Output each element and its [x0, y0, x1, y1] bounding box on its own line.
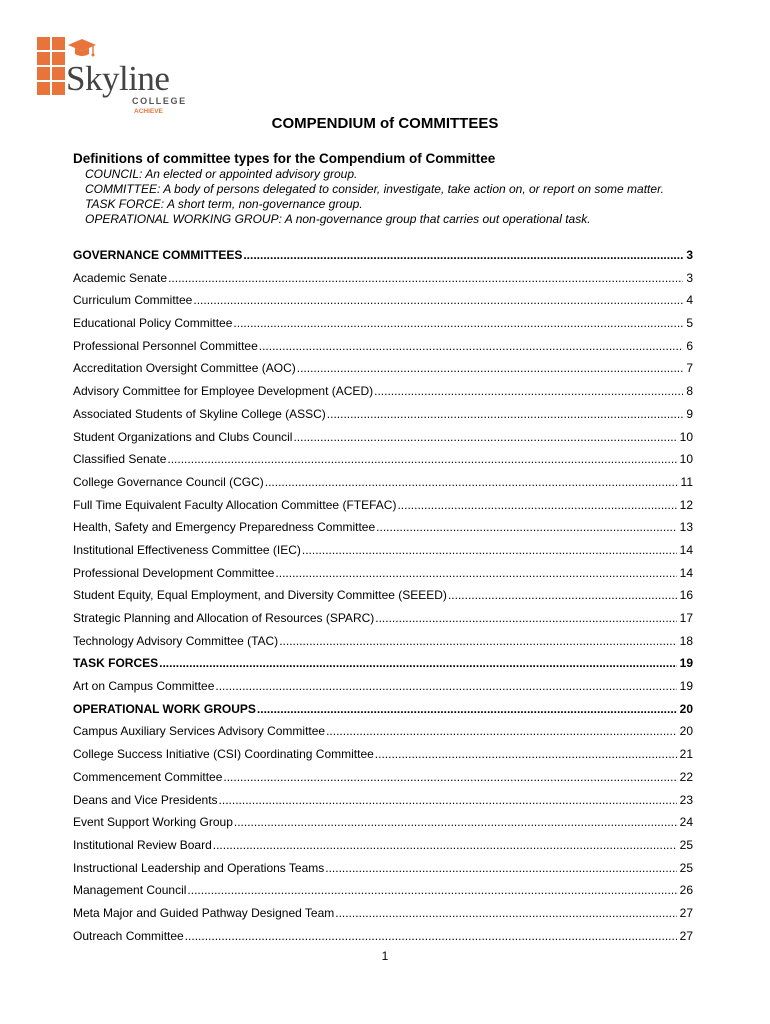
toc-entry[interactable]: [73, 289, 693, 312]
logo-square: [52, 52, 65, 65]
toc-entry[interactable]: [73, 584, 693, 607]
toc-entry-page: 26: [679, 883, 693, 898]
toc-entry[interactable]: [73, 562, 693, 585]
toc-entry[interactable]: [73, 267, 693, 290]
toc-dot-leader: [297, 357, 684, 380]
toc-entry-label: Educational Policy Committee: [73, 316, 233, 331]
toc-entry[interactable]: [73, 426, 693, 449]
toc-entry-page: 25: [679, 837, 693, 852]
toc-dot-leader: [215, 675, 676, 698]
toc-entry-label: Student Equity, Equal Employment, and Diversity Committee (SEEED): [73, 588, 447, 603]
toc-entry-label: Academic Senate: [73, 270, 168, 285]
toc-dot-leader: [168, 267, 683, 290]
toc-entry-page: 14: [679, 542, 693, 557]
toc-entry-page: 25: [679, 860, 693, 875]
toc-entry-label: Professional Personnel Committee: [73, 338, 258, 353]
toc-dot-leader: [293, 426, 676, 449]
definition-task-force: TASK FORCE: A short term, non-governance group.: [85, 197, 363, 211]
toc-dot-leader: [213, 834, 677, 857]
toc-entry[interactable]: [73, 902, 693, 925]
toc-entry-page: 8: [686, 384, 693, 399]
toc-entry-label: Associated Students of Skyline College (ASSC): [73, 406, 326, 421]
toc-entry-page: 14: [679, 565, 693, 580]
toc-entry-label: Full Time Equivalent Faculty Allocation Committee (FTEFAC): [73, 497, 397, 512]
toc-entry-page: 20: [679, 724, 693, 739]
toc-entry-label: Advisory Committee for Employee Development (ACED): [73, 384, 374, 399]
toc-entry[interactable]: [73, 675, 693, 698]
logo-name: Skyline: [66, 59, 170, 98]
toc-entry-label: Meta Major and Guided Pathway Designed Team: [73, 905, 335, 920]
toc-entry-label: OPERATIONAL WORK GROUPS: [73, 701, 256, 716]
toc-dot-leader: [233, 312, 683, 335]
toc-dot-leader: [185, 925, 677, 948]
toc-entry-page: 3: [686, 270, 693, 285]
definitions-list: [85, 167, 664, 227]
toc-entry-label: Accreditation Oversight Committee (AOC): [73, 361, 296, 376]
definition-committee: COMMITTEE: A body of persons delegated to consider, investigate, take action on, or report on some matter.: [85, 182, 664, 196]
toc-dot-leader: [167, 448, 676, 471]
toc-entry[interactable]: [73, 539, 693, 562]
toc-entry-page: 24: [679, 815, 693, 830]
toc-entry[interactable]: [73, 879, 693, 902]
toc-dot-leader: [302, 539, 677, 562]
logo-square: [52, 67, 65, 80]
toc-entry[interactable]: [73, 925, 693, 948]
toc-entry[interactable]: [73, 766, 693, 789]
toc-entry-label: Student Organizations and Clubs Council: [73, 429, 293, 444]
table-of-contents: [73, 244, 693, 947]
toc-entry-label: Event Support Working Group: [73, 815, 233, 830]
toc-dot-leader: [257, 698, 677, 721]
graduation-cap-icon: [67, 37, 97, 59]
toc-entry-page: 22: [679, 769, 693, 784]
logo-square: [37, 82, 50, 95]
toc-entry[interactable]: [73, 834, 693, 857]
toc-entry[interactable]: [73, 403, 693, 426]
page-number: 1: [381, 949, 389, 963]
toc-entry-page: 6: [686, 338, 693, 353]
toc-entry-label: Technology Advisory Committee (TAC): [73, 633, 279, 648]
toc-entry-label: Management Council: [73, 883, 187, 898]
toc-dot-leader: [327, 403, 684, 426]
toc-dot-leader: [265, 471, 678, 494]
toc-entry-page: 12: [679, 497, 693, 512]
toc-dot-leader: [275, 562, 676, 585]
toc-entry-label: Outreach Committee: [73, 928, 184, 943]
toc-entry-page: 5: [686, 316, 693, 331]
toc-dot-leader: [374, 380, 683, 403]
document-title: COMPENDIUM of COMMITTEES: [271, 115, 499, 132]
toc-dot-leader: [223, 766, 676, 789]
definition-council: COUNCIL: An elected or appointed advisory group.: [85, 167, 358, 181]
toc-entry[interactable]: [73, 743, 693, 766]
toc-entry[interactable]: [73, 380, 693, 403]
toc-entry[interactable]: [73, 630, 693, 653]
toc-dot-leader: [448, 584, 677, 607]
toc-entry-page: 7: [686, 361, 693, 376]
definition-operational-working-group: OPERATIONAL WORKING GROUP: A non-governance group that carries out operational task.: [85, 212, 591, 226]
toc-dot-leader: [326, 720, 677, 743]
toc-entry[interactable]: [73, 494, 693, 517]
toc-section-heading[interactable]: [73, 244, 693, 267]
toc-dot-leader: [193, 289, 683, 312]
toc-dot-leader: [375, 743, 677, 766]
toc-entry-label: Deans and Vice Presidents: [73, 792, 218, 807]
logo-tagline: ACHIEVE: [134, 108, 163, 115]
toc-entry-label: Institutional Review Board: [73, 837, 212, 852]
toc-entry[interactable]: [73, 312, 693, 335]
toc-entry-label: Instructional Leadership and Operations Teams: [73, 860, 325, 875]
toc-entry[interactable]: [73, 448, 693, 471]
logo-square: [37, 52, 50, 65]
toc-entry-page: 3: [686, 248, 693, 262]
logo-square: [37, 37, 50, 50]
toc-section-heading[interactable]: [73, 652, 693, 675]
logo-square: [52, 82, 65, 95]
toc-dot-leader: [335, 902, 676, 925]
toc-entry[interactable]: [73, 811, 693, 834]
logo-square: [52, 37, 65, 50]
logo-college: COLLEGE: [132, 96, 187, 106]
toc-entry-page: 9: [686, 406, 693, 421]
toc-entry-label: TASK FORCES: [73, 656, 159, 671]
definitions-heading: Definitions of committee types for the Compendium of Committee: [73, 151, 496, 166]
toc-entry-label: College Governance Council (CGC): [73, 474, 264, 489]
toc-dot-leader: [375, 607, 676, 630]
toc-entry-label: GOVERNANCE COMMITTEES: [73, 248, 243, 262]
toc-entry[interactable]: [73, 857, 693, 880]
toc-entry-page: 4: [686, 293, 693, 308]
toc-dot-leader: [219, 789, 677, 812]
toc-dot-leader: [325, 857, 676, 880]
toc-entry-page: 20: [679, 701, 693, 716]
skyline-college-logo: [37, 35, 187, 120]
toc-dot-leader: [243, 244, 683, 267]
toc-entry[interactable]: [73, 789, 693, 812]
toc-entry-page: 19: [679, 656, 693, 671]
toc-entry-page: 10: [679, 429, 693, 444]
toc-dot-leader: [397, 494, 676, 517]
toc-entry-page: 27: [679, 928, 693, 943]
toc-entry-label: Health, Safety and Emergency Preparedness Committee: [73, 520, 376, 535]
toc-entry-page: 23: [679, 792, 693, 807]
toc-entry[interactable]: [73, 471, 693, 494]
toc-entry-label: College Success Initiative (CSI) Coordinating Committee: [73, 747, 374, 762]
logo-squares: [37, 35, 65, 95]
toc-dot-leader: [187, 879, 676, 902]
toc-entry[interactable]: [73, 516, 693, 539]
toc-entry[interactable]: [73, 607, 693, 630]
toc-entry-page: 18: [679, 633, 693, 648]
toc-section-heading[interactable]: [73, 698, 693, 721]
toc-entry-page: 27: [679, 905, 693, 920]
toc-entry[interactable]: [73, 720, 693, 743]
toc-entry[interactable]: [73, 335, 693, 358]
toc-dot-leader: [279, 630, 676, 653]
toc-entry[interactable]: [73, 357, 693, 380]
toc-entry-label: Institutional Effectiveness Committee (IEC): [73, 542, 301, 557]
toc-entry-label: Art on Campus Committee: [73, 679, 215, 694]
toc-dot-leader: [234, 811, 677, 834]
toc-entry-label: Campus Auxiliary Services Advisory Committee: [73, 724, 326, 739]
toc-entry-label: Strategic Planning and Allocation of Resources (SPARC): [73, 611, 375, 625]
toc-entry-page: 19: [679, 679, 693, 694]
toc-entry-page: 17: [679, 611, 693, 625]
toc-entry-label: Classified Senate: [73, 452, 167, 467]
toc-entry-label: Commencement Committee: [73, 769, 223, 784]
toc-entry-page: 16: [679, 588, 693, 603]
toc-entry-page: 21: [679, 747, 693, 762]
toc-entry-label: Curriculum Committee: [73, 293, 193, 308]
toc-entry-label: Professional Development Committee: [73, 565, 275, 580]
logo-square: [37, 67, 50, 80]
toc-entry-page: 10: [679, 452, 693, 467]
toc-dot-leader: [259, 335, 684, 358]
toc-entry-page: 13: [679, 520, 693, 535]
toc-dot-leader: [159, 652, 677, 675]
toc-entry-page: 11: [680, 474, 693, 489]
toc-dot-leader: [376, 516, 676, 539]
